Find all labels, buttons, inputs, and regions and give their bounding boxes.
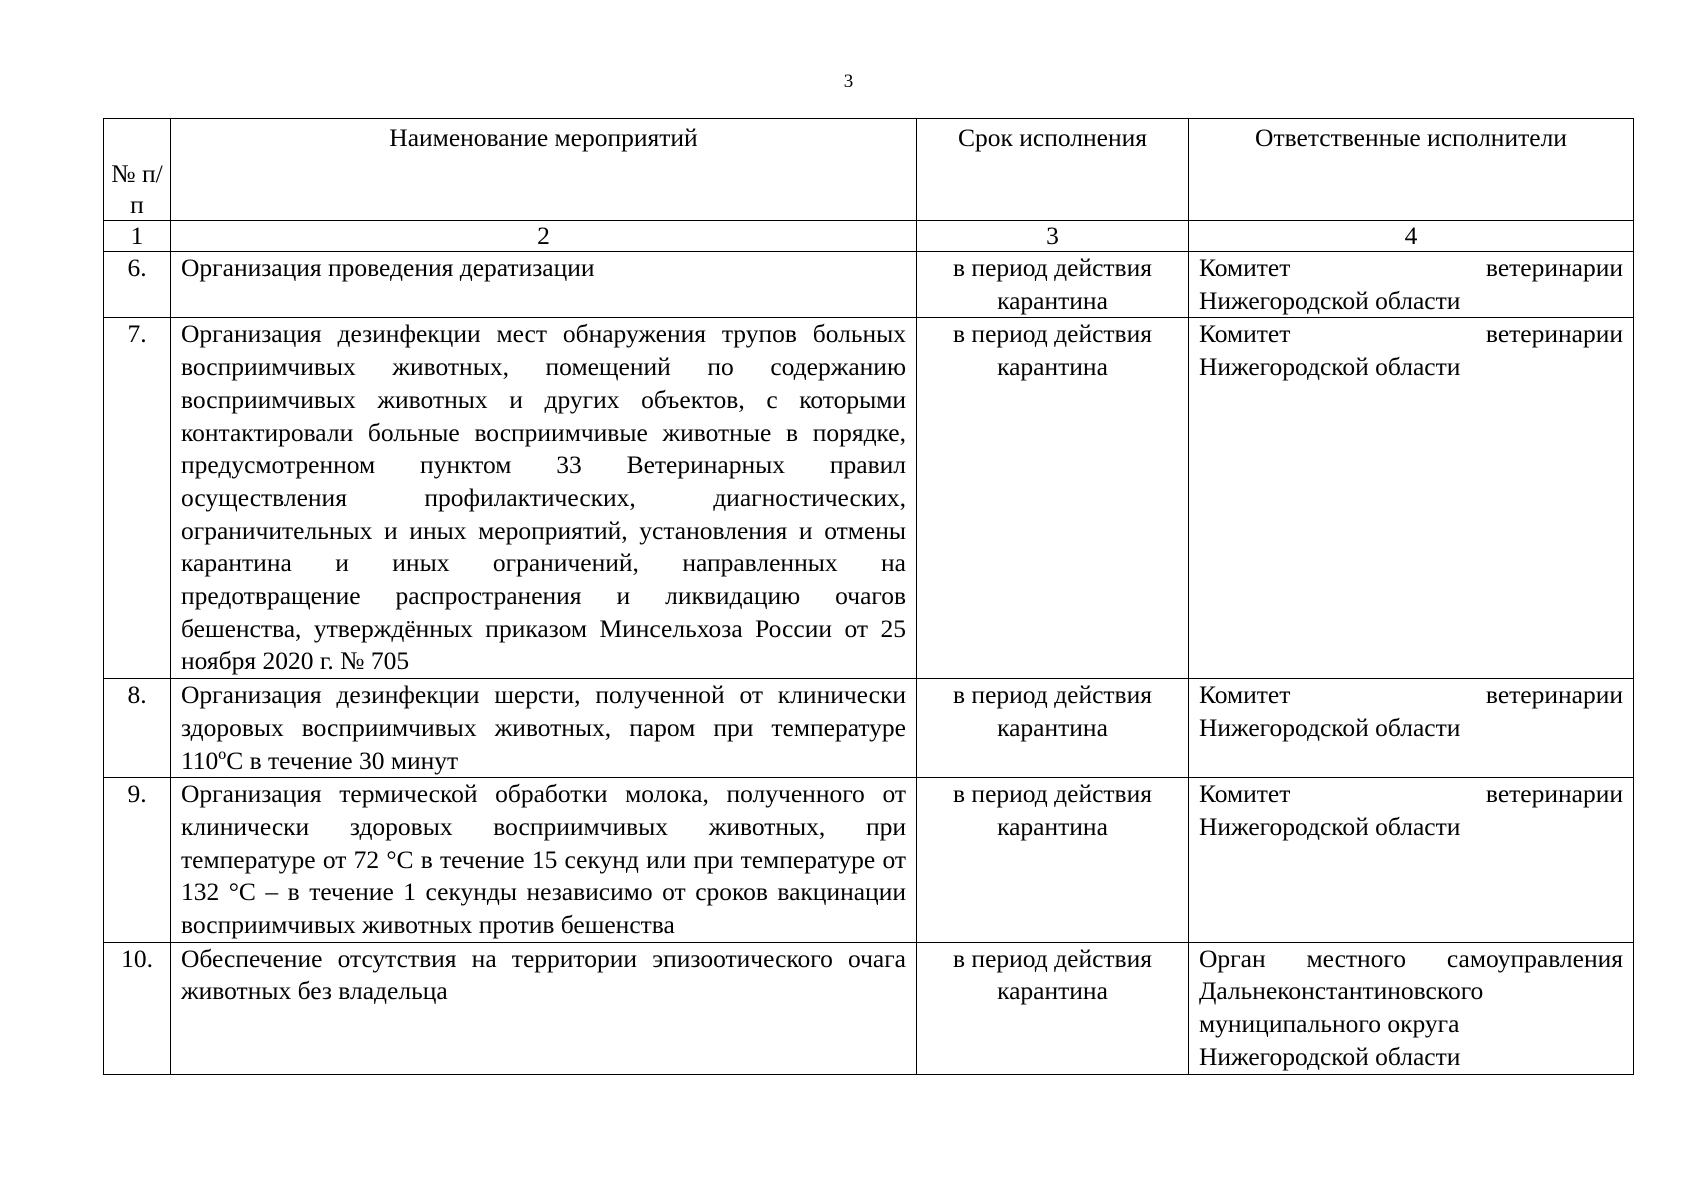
measure-name: Организация термической обработки молока, полученного от клинически здоровых восприимчивых животных, при температуре от 72 °С в течение 15 секунд или при температуре от 132 °С – в течение 1 секунды независимо от сроков вакцинации восприимчивых животных против бешенства xyxy=(171,778,917,943)
header-number: № п/п xyxy=(104,119,171,221)
responsible-line: Нижегородской области xyxy=(1199,811,1461,841)
responsible-executors xyxy=(1189,778,1634,943)
responsible-executors xyxy=(1189,252,1634,318)
deadline: в период действия карантина xyxy=(917,942,1189,1074)
row-number: 8. xyxy=(104,679,171,778)
header-responsible: Ответственные исполнители xyxy=(1189,119,1634,221)
row-number: 7. xyxy=(104,318,171,679)
responsible-line: Нижегородской области xyxy=(1199,285,1461,315)
row-number: 9. xyxy=(104,778,171,943)
deadline: в период действия карантина xyxy=(917,252,1189,318)
responsible-line: Комитет ветеринарии xyxy=(1199,680,1623,710)
header-deadline: Срок исполнения xyxy=(917,119,1189,221)
column-index: 4 xyxy=(1189,221,1634,252)
column-index: 2 xyxy=(171,221,917,252)
table-row xyxy=(104,778,1634,943)
deadline: в период действия карантина xyxy=(917,778,1189,943)
table-row xyxy=(104,252,1634,318)
responsible-line: Нижегородской области xyxy=(1199,1041,1461,1071)
header-measure-name: Наименование мероприятий xyxy=(171,119,917,221)
deadline: в период действия карантина xyxy=(917,679,1189,778)
responsible-line: Комитет ветеринарии xyxy=(1199,779,1623,809)
table-row xyxy=(104,942,1634,1074)
column-index: 3 xyxy=(917,221,1189,252)
measure-name: Организация дезинфекции мест обнаружения трупов больных восприимчивых животных, помещений по содержанию восприимчивых животных и других объектов, с которыми контактировали больные восприимчивые животные в порядке, предусмотренном пунктом 33 Ветеринарных правил осуществления профилактических, диагностических, ограничительных и иных мероприятий, установления и отмены карантина и иных ограничений, направленных на предотвращение распространения и ликвидацию очагов бешенства, утверждённых приказом Минсельхоза России от 25 ноября 2020 г. № 705 xyxy=(171,318,917,679)
measure-name: Обеспечение отсутствия на территории эпизоотического очага животных без владельца xyxy=(171,942,917,1074)
row-number: 10. xyxy=(104,942,171,1074)
responsible-executors xyxy=(1189,318,1634,679)
measures-table xyxy=(103,118,1634,1075)
responsible-line: Комитет ветеринарии xyxy=(1199,253,1623,282)
table-row xyxy=(104,318,1634,679)
deadline: в период действия карантина xyxy=(917,318,1189,679)
column-index-row xyxy=(104,221,1634,252)
page-number: 3 xyxy=(843,71,854,92)
column-index: 1 xyxy=(104,221,171,252)
measure-name: Организация проведения дератизации xyxy=(171,252,917,318)
table-header-row xyxy=(104,119,1634,221)
responsible-line: Орган местного самоуправления Дальнеконстантиновского муниципального округа xyxy=(1199,943,1623,1039)
table-row xyxy=(104,679,1634,778)
responsible-line: Комитет ветеринарии xyxy=(1199,319,1623,349)
responsible-executors xyxy=(1189,679,1634,778)
responsible-executors xyxy=(1189,942,1634,1074)
measure-name: Организация дезинфекции шерсти, полученной от клинически здоровых восприимчивых животных, паром при температуре 110ºС в течение 30 минут xyxy=(171,679,917,778)
responsible-line: Нижегородской области xyxy=(1199,712,1461,742)
responsible-line: Нижегородской области xyxy=(1199,352,1461,382)
row-number: 6. xyxy=(104,252,171,318)
